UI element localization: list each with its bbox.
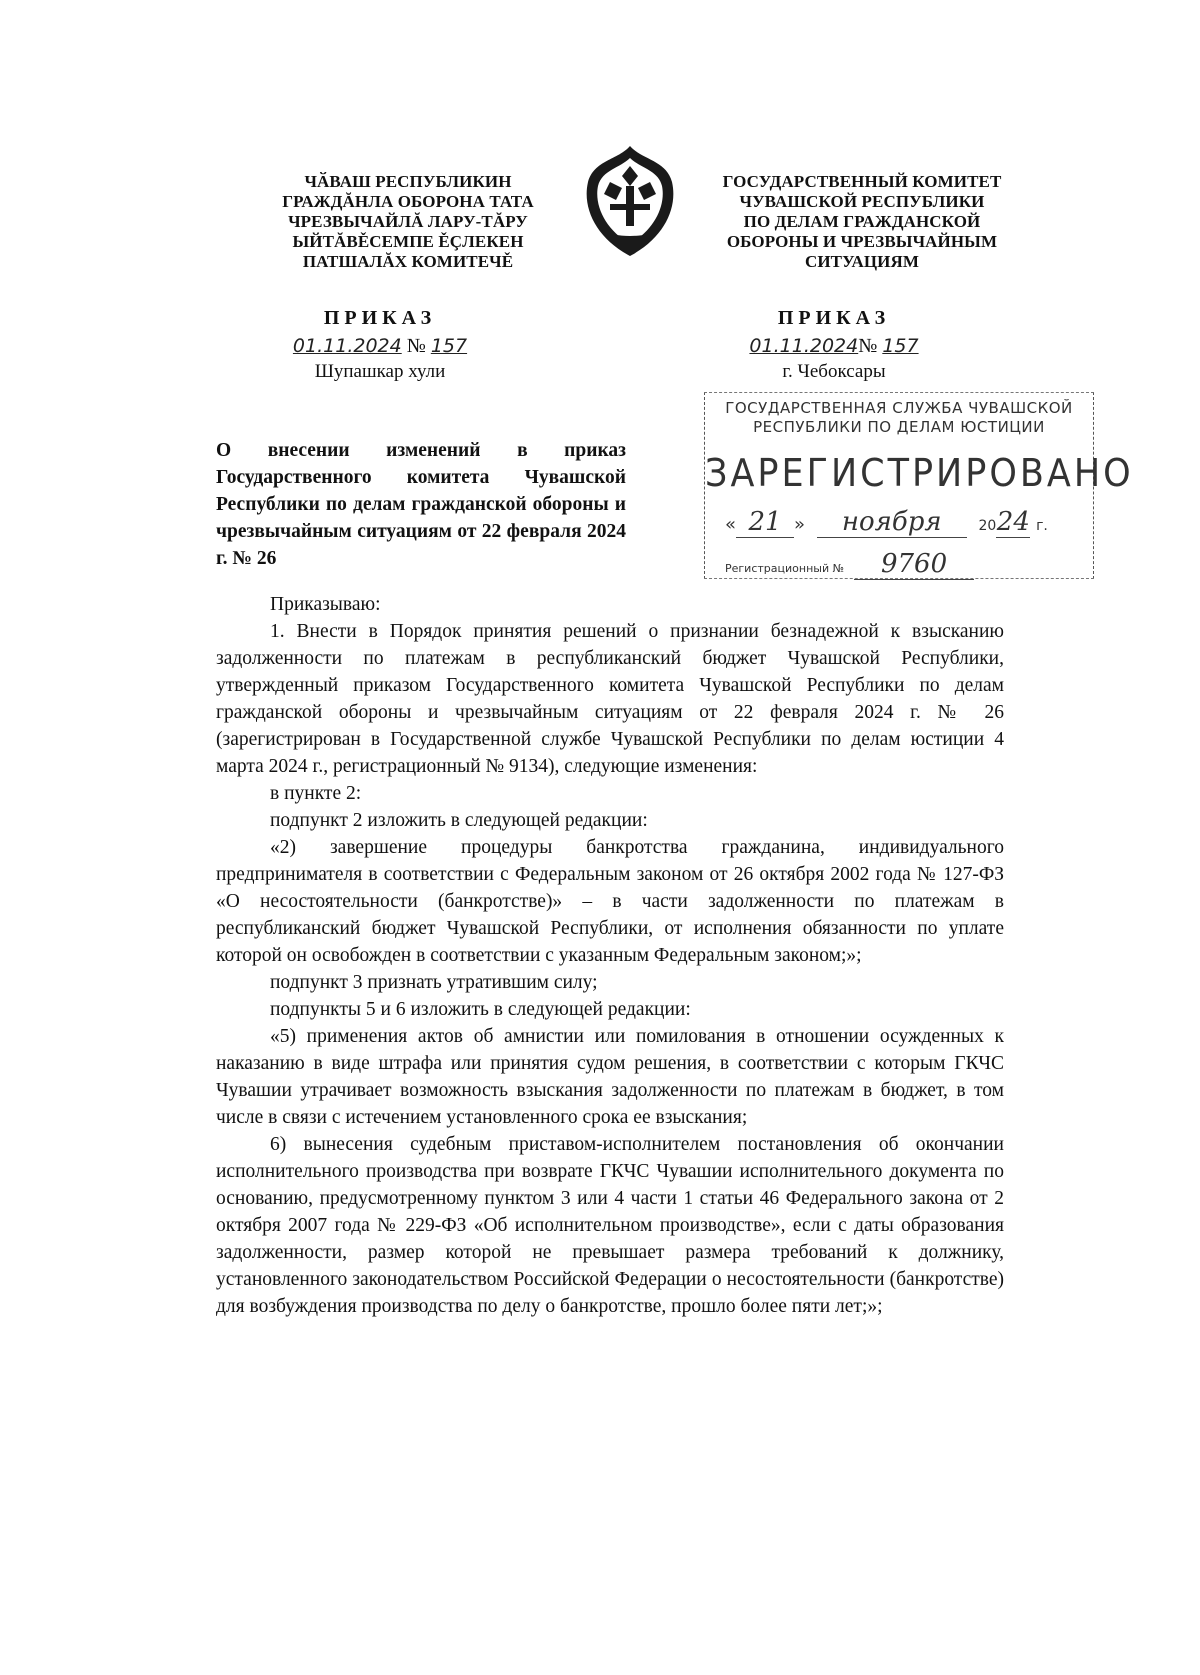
body-paragraph: «5) применения актов об амнистии или помилования в отношении осужденных к наказанию в виде штрафа или принятия судом решения, в соответствии с которым ГКЧС Чувашии утрачивает возможность взыскания задолженности по платежам в бюджет, в том числе в связи с истечением установленного срока ее взыскания; — [216, 1026, 1004, 1128]
header-chuvash: ЧӐВАШ РЕСПУБЛИКИН ГРАЖДĂНЛА ОБОРОНА ТАТА ЧРЕЗВЫЧАЙЛĂ ЛАРУ-ТĂРУ ЫЙТĂВĚСЕМПЕ ĚÇЛЕКЕН ПАТШАЛĂХ КОМИТЕЧĚ — [282, 172, 534, 271]
order-title-cv: ПРИКАЗ — [323, 307, 437, 329]
order-subject: О внесении изменений в приказ Государственного комитета Чувашской Республики по делам гражданской обороны и чрезвычайным ситуациям от 22 февраля 2024 г. № 26 — [216, 440, 626, 569]
order-dateline-ru — [684, 335, 984, 358]
stamp-month: ноября — [817, 507, 967, 538]
city-ru: г. Чебоксары — [782, 361, 886, 382]
stamp-date — [725, 507, 1048, 538]
number-sign: № — [858, 335, 878, 357]
stamp-bottom-border — [704, 578, 1094, 579]
registration-stamp — [704, 392, 1134, 579]
stamp-reg-number: 9760 — [854, 549, 974, 580]
header-russian: ГОСУДАРСТВЕННЫЙ КОМИТЕТ ЧУВАШСКОЙ РЕСПУБЛИКИ ПО ДЕЛАМ ГРАЖДАНСКОЙ ОБОРОНЫ И ЧРЕЗВЫЧАЙНЫМ СИТУАЦИЯМ — [722, 172, 1002, 271]
body-paragraph: подпункт 3 признать утратившим силу; — [270, 972, 598, 993]
body-paragraph: в пункте 2: — [270, 783, 362, 804]
stamp-reg-label: Регистрационный № — [725, 562, 845, 575]
stamp-registration — [725, 549, 974, 580]
order-body — [216, 591, 1004, 1320]
body-paragraph: «2) завершение процедуры банкротства гражданина, индивидуального предпринимателя в соответствии с Федеральным законом от 26 октября 2002 года № 127-ФЗ «О несостоятельности (банкротстве)» – в части задолженности по платежам в республиканский бюджет Чувашской Республики, от исполнения обязанности по уплате которой он освобожден в соответствии с указанным Федеральным законом;»; — [216, 837, 1004, 966]
stamp-day: 21 — [736, 507, 794, 538]
order-dateline-cv — [230, 335, 530, 358]
stamp-org: ГОСУДАРСТВЕННАЯ СЛУЖБА ЧУВАШСКОЙ РЕСПУБЛИКИ ПО ДЕЛАМ ЮСТИЦИИ — [725, 399, 1073, 436]
number-sign: № — [406, 335, 426, 357]
stamp-close-quote: » — [794, 514, 806, 535]
body-paragraph: 6) вынесения судебным приставом-исполнителем постановления об окончании исполнительного производства при возврате ГКЧС Чувашии исполнительного документа по основанию, предусмотренному пунктом 3 или 4 части 1 статьи 46 Федерального закона от 2 октября 2007 года № 229-ФЗ «Об исполнительном производстве», если с даты образования задолженности, размер которой не превышает размера требований к должнику, установленного законодательством Российской Федерации о несостоятельности (банкротстве) для возбуждения производства по делу о банкротстве, прошло более пяти лет;»; — [216, 1134, 1004, 1317]
chuvash-emblem-icon — [580, 142, 680, 262]
stamp-year-prefix: 20 — [978, 518, 997, 534]
stamp-year-mark: г. — [1036, 518, 1048, 534]
body-paragraph: 1. Внести в Порядок принятия решений о признании безнадежной к взысканию задолженности по платежам в республиканский бюджет Чувашской Республики, утвержденный приказом Государственного комитета Чувашской Республики по делам гражданской обороны и чрезвычайным ситуациям от 22 февраля 2024 г. № 26 (зарегистрирован в Государственной службе Чувашской Республики по делам юстиции 4 марта 2024 г., регистрационный № 9134), следующие изменения: — [216, 621, 1004, 777]
order-number: 157 — [882, 335, 919, 357]
city-cv: Шупашкар хули — [314, 361, 446, 382]
order-date: 01.11.2024 — [749, 335, 859, 357]
stamp-status: ЗАРЕГИСТРИРОВАНО — [705, 452, 1134, 496]
body-paragraph: подпункт 2 изложить в следующей редакции: — [270, 810, 648, 831]
order-date: 01.11.2024 — [292, 335, 402, 357]
stamp-open-quote: « — [725, 514, 737, 535]
order-title-ru: ПРИКАЗ — [777, 307, 891, 329]
order-number: 157 — [430, 335, 468, 357]
body-paragraph: Приказываю: — [270, 594, 381, 615]
stamp-year-suffix: 24 — [996, 507, 1030, 537]
body-paragraph: подпункты 5 и 6 изложить в следующей редакции: — [270, 999, 691, 1020]
